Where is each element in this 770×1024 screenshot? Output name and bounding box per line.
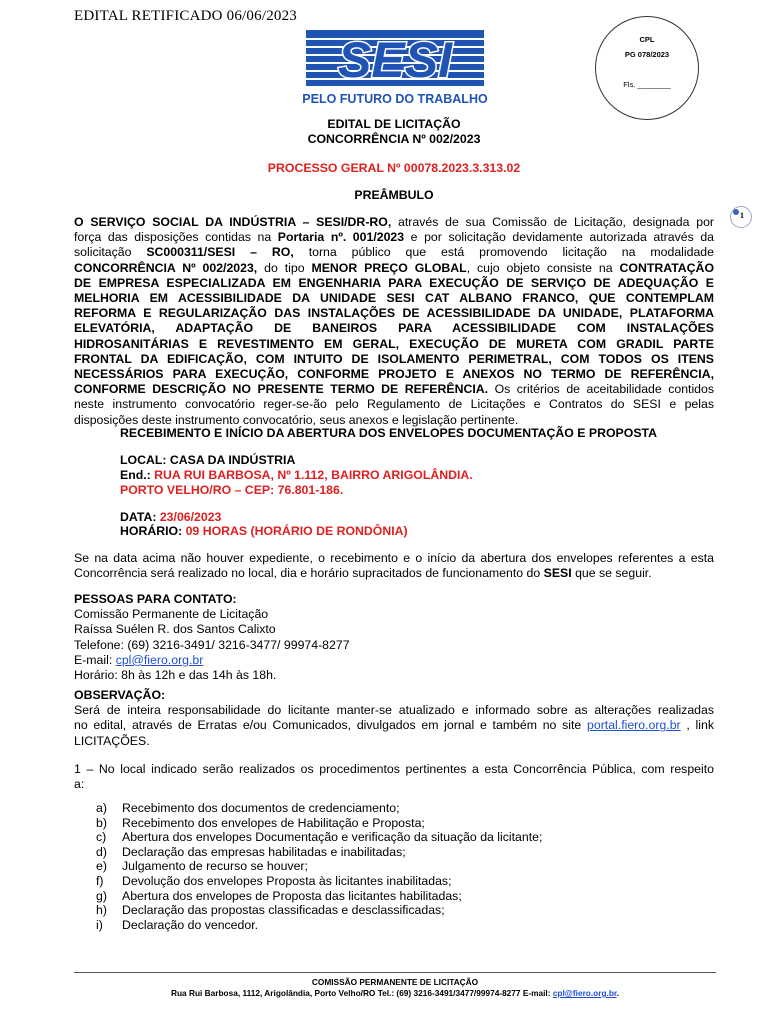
item1-paragraph: 1 – No local indicado serão realizados os procedimentos pertinentes a esta Concorrência Pública, com respeito a: bbox=[74, 762, 714, 792]
logo-tagline: PELO FUTURO DO TRABALHO bbox=[302, 92, 488, 106]
contato-horario: Horário: 8h às 12h e das 14h às 18h. bbox=[74, 668, 277, 683]
list-item: d) Declaração das empresas habilitadas e inabilitadas; bbox=[96, 844, 406, 859]
footer-divider bbox=[74, 972, 716, 973]
processo-geral: PROCESSO GERAL Nº 00078.2023.3.313.02 bbox=[267, 161, 521, 175]
retificado-header: EDITAL RETIFICADO 06/06/2023 bbox=[74, 8, 297, 24]
list-item: c) Abertura dos envelopes Documentação e verificação da situação da licitante; bbox=[96, 830, 543, 845]
horario-line: HORÁRIO: 09 HORAS (HORÁRIO DE RONDÔNIA) bbox=[120, 524, 408, 538]
contato-section bbox=[74, 592, 350, 683]
stamp-fls: Fls. ________ bbox=[623, 80, 671, 89]
list-item: i) Declaração do vencedor. bbox=[96, 917, 259, 932]
sesi-logo-mark bbox=[306, 30, 484, 86]
local-line: LOCAL: CASA DA INDÚSTRIA bbox=[120, 453, 296, 467]
list-item: g) Abertura dos envelopes de Proposta das licitantes habilitadas; bbox=[96, 888, 462, 903]
list-item: e) Julgamento de recurso se houver; bbox=[96, 859, 308, 874]
footer-address: Rua Rui Barbosa, 1112, Arigolândia, Porto Velho/RO Tel.: (69) 3216-3491/3477/99974-8277 E-mail: cpl@fiero.org.br. bbox=[170, 988, 619, 998]
annotation-number: 1 bbox=[740, 211, 744, 220]
stamp-cpl: CPL bbox=[639, 35, 655, 44]
observacao-heading: OBSERVAÇÃO: bbox=[74, 688, 166, 702]
list-item: b) Recebimento dos envelopes de Habilitação e Proposta; bbox=[96, 815, 425, 830]
footer-title: COMISSÃO PERMANENTE DE LICITAÇÃO bbox=[311, 977, 479, 987]
preambulo-heading: PREÂMBULO bbox=[354, 188, 434, 202]
list-item: h) Declaração das propostas classificadas e desclassificadas; bbox=[96, 903, 445, 918]
cidade-line: PORTO VELHO/RO – CEP: 76.801-186. bbox=[120, 483, 344, 497]
footer-email-link[interactable]: cpl@fiero.org.br bbox=[552, 988, 617, 998]
logo-wordmark: SESI bbox=[338, 32, 452, 86]
procedimentos-list bbox=[96, 801, 696, 932]
contato-heading: PESSOAS PARA CONTATO: bbox=[74, 592, 237, 606]
title-concorrencia: CONCORRÊNCIA Nº 002/2023 bbox=[307, 132, 481, 146]
list-item: f) Devolução dos envelopes Proposta às licitantes inabilitadas; bbox=[96, 873, 452, 888]
expediente-paragraph: Se na data acima não houver expediente, o recebimento e o início da abertura dos envelopes referentes a esta Concorrência será realizado no local, dia e horário supracitados de funcionamento do SESI que se seguir. bbox=[74, 551, 714, 581]
stamp-page: PG 078/2023 bbox=[624, 50, 670, 59]
sesi-logo bbox=[290, 30, 500, 108]
contato-email-line: E-mail: cpl@fiero.org.br bbox=[74, 652, 204, 667]
list-item: a) Recebimento dos documentos de credenciamento; bbox=[96, 801, 400, 815]
portal-link[interactable]: portal.fiero.org.br bbox=[587, 718, 681, 733]
contato-comissao: Comissão Permanente de Licitação bbox=[74, 607, 269, 622]
contato-nome: Raíssa Suélen R. dos Santos Calixto bbox=[74, 622, 276, 637]
observacao-section: OBSERVAÇÃO: Será de inteira responsabilidade do licitante manter-se atualizado e informado sobre as alterações realizadas no edital, através de Erratas e/ou Comunicados, divulgados em jornal e também no site portal.fiero.org.br , link LICITAÇÕES. bbox=[74, 688, 714, 748]
endereco-line: End.: RUA RUI BARBOSA, Nº 1.112, BAIRRO ARIGOLÂNDIA. bbox=[120, 468, 473, 482]
cpl-stamp bbox=[595, 16, 699, 120]
annotation-dot-icon bbox=[733, 209, 739, 215]
contato-email-link[interactable]: cpl@fiero.org.br bbox=[115, 652, 204, 667]
preamble-paragraph: O SERVIÇO SOCIAL DA INDÚSTRIA – SESI/DR-RO, através de sua Comissão de Licitação, designada por força das disposições contidas na Portaria nº. 001/2023 e por solicitação devidamente autorizada através da solicitação SC000311/SESI – RO, torna público que está promovendo licitação na modalidade CONCORRÊNCIA Nº 002/2023, do tipo MENOR PREÇO GLOBAL, cujo objeto consiste na CONTRATAÇÃO DE EMPRESA ESPECIALIZADA EM ENGENHARIA PARA EXECUÇÃO DE SERVIÇO DE ADEQUAÇÃO E MELHORIA EM ACESSIBILIDADE DA UNIDADE SESI CAT ALBANO FRANCO, QUE CONTEMPLAM REFORMA E REGULARIZAÇÃO DAS INSTALAÇÕES DE ACESSIBILIDADE DA UNIDADE, PLATAFORMA ELEVATÓRIA, ADAPTAÇÃO DE BANEIROS PARA ACESSIBILIDADE COM INSTALAÇÕES HIDROSANITÁRIAS E REVESTIMENTO EM GERAL, EXECUÇÃO DE MURETA COM GRADIL PARTE FRONTAL DA EDIFICAÇÃO, COM INTUITO DE ISOLAMENTO PERIMETRAL, COM TODOS OS ITENS NECESSÁRIOS PARA EXECUÇÃO, CONFORME PROJETO E ANEXOS NO TERMO DE REFERÊNCIA, CONFORME DESCRIÇÃO NO PRESENTE TERMO DE REFERÊNCIA. Os critérios de aceitabilidade contidos neste instrumento convocatório reger-se-ão pelo Regulamento de Licitações e Contratos do SESI e pelas disposições deste instrumento convocatório, seus anexos e legislação pertinente. bbox=[74, 215, 715, 427]
data-line: DATA: 23/06/2023 bbox=[120, 510, 222, 524]
recebimento-heading: RECEBIMENTO E INÍCIO DA ABERTURA DOS ENVELOPES DOCUMENTAÇÃO E PROPOSTA bbox=[120, 426, 658, 440]
contato-telefone: Telefone: (69) 3216-3491/ 3216-3477/ 99974-8277 bbox=[74, 637, 350, 652]
annotation-marker[interactable] bbox=[730, 206, 752, 228]
title-edital: EDITAL DE LICITAÇÃO bbox=[327, 117, 461, 131]
